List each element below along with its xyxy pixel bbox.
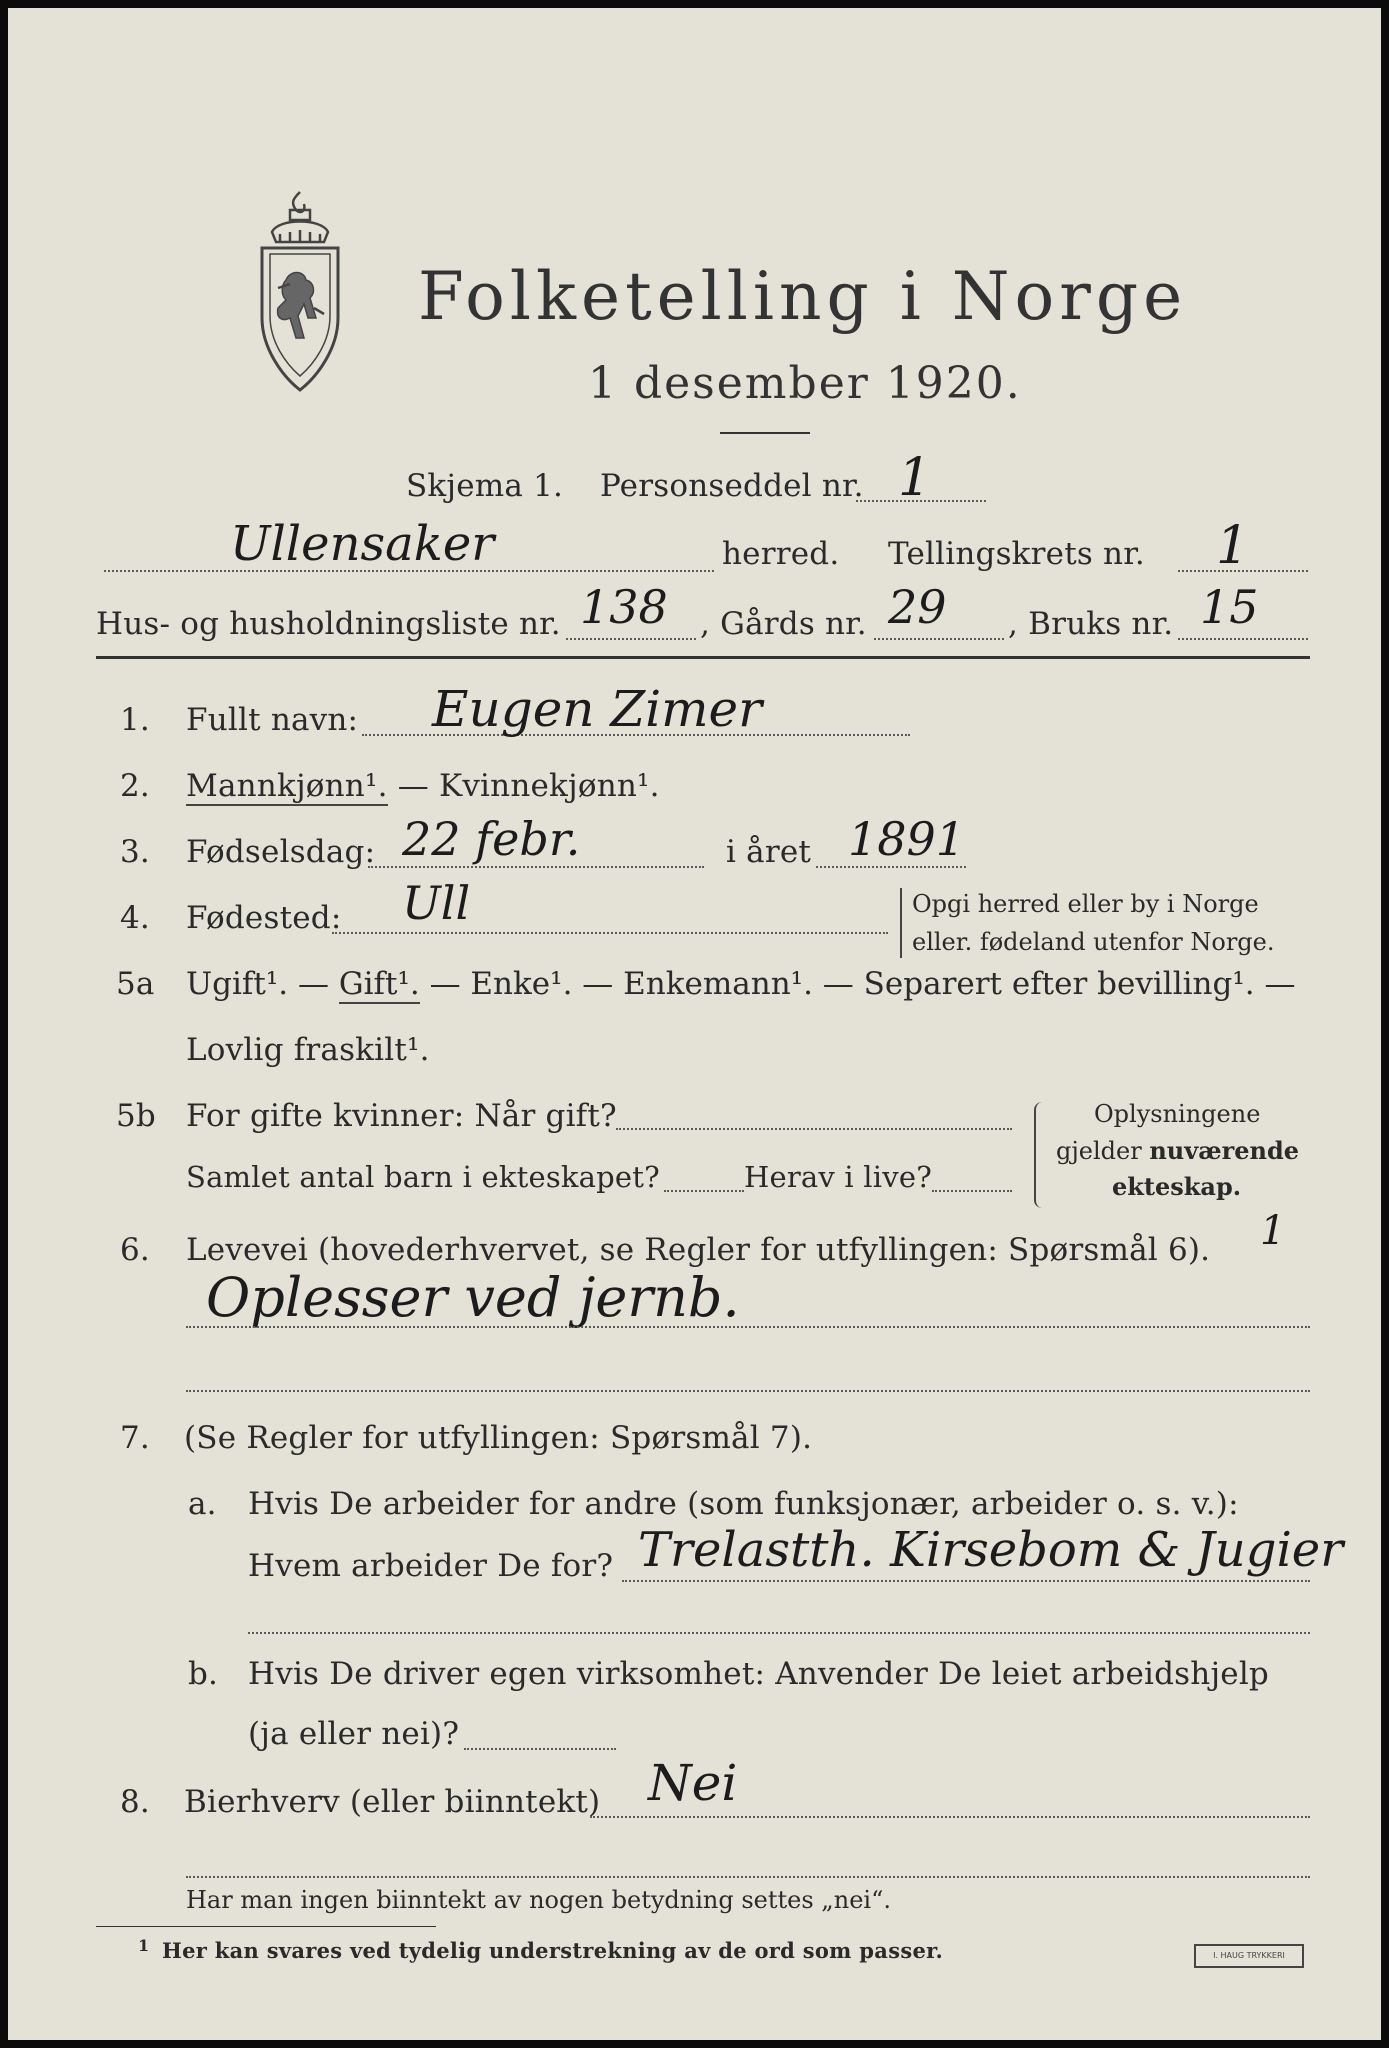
q5b-children-label: Samlet antal barn i ekteskapet? (186, 1160, 660, 1194)
gards-label: , Gårds nr. (700, 606, 867, 642)
q8-number: 8. (120, 1784, 150, 1820)
q5a-other-options[interactable]: — Enke¹. — Enkemann¹. — Separert efter bevilling¹. — (419, 966, 1296, 1002)
lovlig-fraskilt-option[interactable]: Lovlig fraskilt¹. (186, 1032, 430, 1068)
q3-label: Fødselsdag: (186, 834, 376, 870)
birth-date-value[interactable]: 22 febr. (402, 812, 581, 866)
q5b-alive-label: Herav i live? (744, 1160, 932, 1194)
q7a-letter: a. (188, 1486, 217, 1522)
q8-label: Bierhverv (eller biinntekt) (184, 1784, 601, 1820)
tellingskrets-label: Tellingskrets nr. (888, 536, 1145, 572)
q7a-answer-line (622, 1580, 1310, 1582)
year-label: i året (726, 834, 812, 870)
herred-line (104, 570, 714, 572)
bruks-label: , Bruks nr. (1008, 606, 1174, 642)
q5b-children-line (664, 1190, 744, 1192)
ugift-option[interactable]: Ugift¹. (186, 966, 289, 1002)
q6-number: 6. (120, 1232, 150, 1268)
q1-number: 1. (120, 702, 150, 738)
secondary-income-value[interactable]: Nei (648, 1754, 738, 1812)
census-date: 1 desember 1920. (588, 358, 1022, 409)
q3-date-line (368, 866, 704, 868)
q4-note-brace (900, 888, 906, 958)
skjema-label: Skjema 1. (406, 468, 564, 504)
tellingskrets-value[interactable]: 1 (1216, 516, 1250, 576)
q5b-line1: For gifte kvinner: Når gift? (186, 1098, 617, 1134)
q4-line (332, 932, 888, 934)
q6-line1 (186, 1326, 1310, 1328)
q5b-note-line3: ekteskap. (1112, 1172, 1242, 1201)
q2-number: 2. (120, 768, 150, 804)
herred-value[interactable]: Ullensaker (230, 516, 495, 572)
q5a-options (186, 966, 1295, 1002)
q4-label: Fødested: (186, 900, 342, 936)
q3-year-line (816, 866, 966, 868)
personseddel-value[interactable]: 1 (898, 448, 932, 508)
q7a-line2: Hvem arbeider De for? (248, 1548, 614, 1584)
full-name-value[interactable]: Eugen Zimer (432, 680, 763, 738)
q1-label: Fullt navn: (186, 702, 359, 738)
nei-note: Har man ingen biinntekt av nogen betydning settes „nei“. (186, 1886, 891, 1914)
gards-value[interactable]: 29 (888, 580, 947, 634)
q6-mark: 1 (1260, 1208, 1286, 1254)
q4-note-line1: Opgi herred eller by i Norge (912, 890, 1259, 918)
footnote-divider (96, 1926, 436, 1927)
gift-option[interactable]: Gift¹. (338, 966, 420, 1002)
q7b-answer-line (464, 1748, 616, 1750)
q7-label: (Se Regler for utfyllingen: Spørsmål 7). (184, 1420, 813, 1456)
header-divider (96, 656, 1310, 659)
personseddel-label: Personseddel nr. (600, 468, 864, 504)
q6-line2 (186, 1390, 1310, 1392)
herred-label: herred. (722, 536, 840, 572)
q5a-number: 5a (116, 966, 155, 1002)
husholdningsliste-value[interactable]: 138 (580, 580, 668, 634)
q4-note-line2: eller. fødeland utenfor Norge. (912, 928, 1275, 956)
bruks-value[interactable]: 15 (1200, 580, 1259, 634)
footnote-text: Her kan svares ved tydelig understrekning av de ord som passer. (162, 1938, 944, 1963)
q5b-alive-line (932, 1190, 1012, 1192)
gards-line (874, 638, 1004, 640)
mannkjonn-option[interactable]: Mannkjønn¹. (186, 768, 388, 804)
q2-options (186, 768, 660, 804)
q7-number: 7. (120, 1420, 150, 1456)
q5b-note-current: nuværende (1149, 1136, 1300, 1165)
census-form-page (8, 8, 1381, 2040)
q8-extra-line (186, 1876, 1310, 1878)
husholdningsliste-line (566, 638, 696, 640)
employer-value[interactable]: Trelastth. Kirsebom & Jugier (638, 1522, 1344, 1578)
q5b-note-brace (1034, 1102, 1044, 1208)
kvinnekjonn-option[interactable]: Kvinnekjønn¹. (438, 768, 660, 804)
footnote-mark: 1 (138, 1936, 150, 1955)
q7b-line1: Hvis De driver egen virksomhet: Anvender De leiet arbeidshjelp (248, 1656, 1269, 1692)
q5b-number: 5b (116, 1098, 156, 1134)
occupation-value[interactable]: Oplesser ved jernb. (206, 1266, 740, 1329)
q5b-note-line2 (1056, 1132, 1299, 1170)
q5b-note-gjelder: gjelder (1056, 1137, 1150, 1165)
q7b-letter: b. (188, 1656, 219, 1692)
birthplace-value[interactable]: Ull (402, 876, 471, 930)
birth-year-value[interactable]: 1891 (848, 812, 966, 866)
q5b-married-line (616, 1128, 1012, 1130)
husholdningsliste-label: Hus- og husholdningsliste nr. (96, 606, 561, 642)
q7a-extra-line (248, 1632, 1310, 1634)
q7a-line1: Hvis De arbeider for andre (som funksjonær, arbeider o. s. v.): (248, 1486, 1239, 1522)
q5a-dash: — (288, 966, 339, 1002)
q3-number: 3. (120, 834, 150, 870)
q7b-line2: (ja eller nei)? (248, 1716, 460, 1752)
bruks-line (1178, 638, 1308, 640)
norwegian-coat-of-arms-icon (250, 188, 350, 398)
q5b-note-line1: Oplysningene (1094, 1100, 1261, 1128)
q6-label: Levevei (hovederhvervet, se Regler for utfyllingen: Spørsmål 6). (186, 1232, 1211, 1268)
q4-number: 4. (120, 900, 150, 936)
q8-line (590, 1816, 1310, 1818)
form-title: Folketelling i Norge (418, 258, 1188, 335)
printer-stamp: I. HAUG TRYKKERI (1194, 1944, 1304, 1968)
q2-dash: — (397, 768, 429, 804)
title-divider (720, 432, 810, 434)
